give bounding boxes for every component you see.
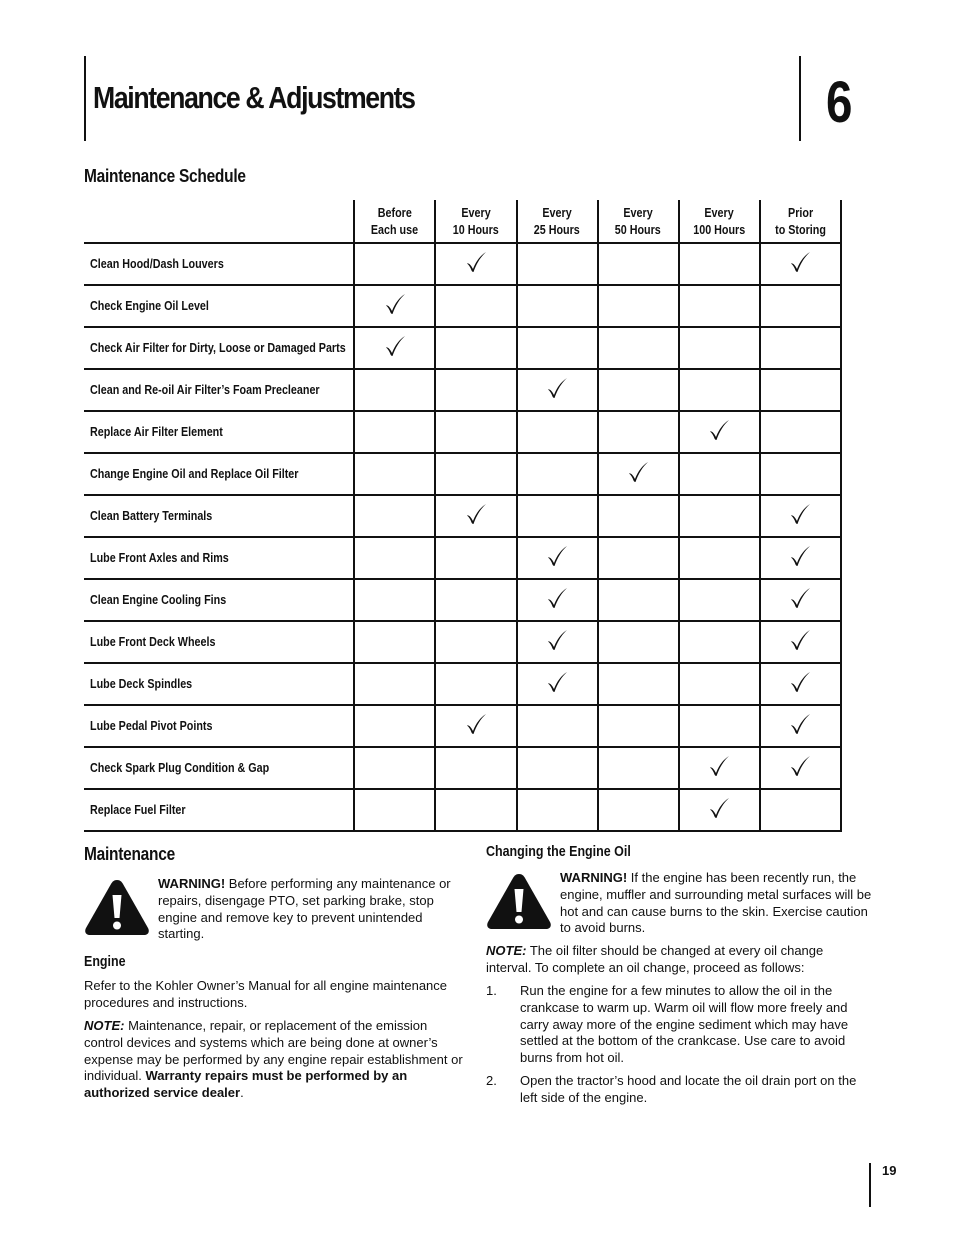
task-cell <box>84 789 354 831</box>
list-item <box>486 983 872 1067</box>
schedule-cell <box>598 537 679 579</box>
warning-triangle-icon <box>485 872 553 930</box>
schedule-cell <box>354 327 435 369</box>
table-row <box>84 411 841 453</box>
schedule-cell <box>435 621 516 663</box>
schedule-cell <box>679 621 760 663</box>
table-row <box>84 369 841 411</box>
schedule-cell <box>517 747 598 789</box>
engine-note <box>84 1018 464 1102</box>
schedule-cell <box>760 453 841 495</box>
checkmark-icon <box>464 502 488 526</box>
checkmark-icon <box>788 250 812 274</box>
page-number: 19 <box>882 1163 897 1178</box>
oil-change-steps <box>486 983 872 1113</box>
engine-text: Refer to the Kohler Owner’s Manual for all engine maintenance procedures and instructions. <box>84 978 448 1010</box>
task-cell <box>84 285 354 327</box>
schedule-cell <box>354 663 435 705</box>
schedule-cell <box>517 495 598 537</box>
task-cell <box>84 621 354 663</box>
table-body <box>84 243 841 831</box>
note-body: The oil filter should be changed at every oil change interval. To complete an oil change, proceed as follows: <box>486 943 824 975</box>
step-number: 1. <box>486 983 497 998</box>
schedule-cell <box>517 537 598 579</box>
table-row <box>84 243 841 285</box>
schedule-cell <box>760 243 841 285</box>
table-row <box>84 789 841 831</box>
schedule-cell <box>679 663 760 705</box>
schedule-cell <box>517 285 598 327</box>
schedule-cell <box>517 453 598 495</box>
header-line-1: Every <box>542 206 572 220</box>
maintenance-schedule-table <box>84 200 842 832</box>
schedule-cell <box>517 411 598 453</box>
note-bold: Warranty repairs must be performed by an authorized service dealer <box>84 1068 408 1101</box>
task-label: Clean Hood/Dash Louvers <box>90 257 224 271</box>
schedule-cell <box>354 453 435 495</box>
note-end: . <box>240 1085 244 1101</box>
table-header-cell <box>679 200 760 243</box>
schedule-cell <box>679 789 760 831</box>
schedule-cell <box>679 243 760 285</box>
schedule-cell <box>679 537 760 579</box>
task-label: Lube Pedal Pivot Points <box>90 719 213 733</box>
table-row <box>84 747 841 789</box>
schedule-cell <box>679 495 760 537</box>
list-item <box>486 1073 872 1107</box>
schedule-cell <box>354 537 435 579</box>
schedule-cell <box>760 579 841 621</box>
checkmark-icon <box>707 418 731 442</box>
schedule-cell <box>354 705 435 747</box>
header-line-2: 50 Hours <box>615 223 662 237</box>
checkmark-icon <box>383 292 407 316</box>
schedule-cell <box>598 663 679 705</box>
note-label: NOTE: <box>84 1018 125 1033</box>
header-line-1: Every <box>623 206 653 220</box>
checkmark-icon <box>545 376 569 400</box>
header-line-2: 100 Hours <box>693 223 746 237</box>
schedule-cell <box>760 537 841 579</box>
schedule-cell <box>435 369 516 411</box>
table-header-cell <box>354 200 435 243</box>
table-row <box>84 621 841 663</box>
task-label: Check Engine Oil Level <box>90 299 209 313</box>
task-label: Check Air Filter for Dirty, Loose or Damaged Parts <box>90 341 346 355</box>
schedule-cell <box>760 411 841 453</box>
page-title: Maintenance & Adjustments <box>93 80 415 115</box>
oil-warning-text <box>560 870 872 937</box>
task-label: Lube Deck Spindles <box>90 677 193 691</box>
schedule-cell <box>760 327 841 369</box>
schedule-cell <box>679 411 760 453</box>
task-label: Check Spark Plug Condition & Gap <box>90 761 270 775</box>
schedule-cell <box>679 327 760 369</box>
schedule-cell <box>517 663 598 705</box>
schedule-cell <box>679 369 760 411</box>
checkmark-icon <box>464 712 488 736</box>
schedule-cell <box>435 411 516 453</box>
step-text: Run the engine for a few minutes to allow the oil in the crankcase to warm up. Warm oil will flow more freely and carry away more of the engine sediment which may have settled at the bottom of the crankcase. Use care to avoid burns from hot oil. <box>520 983 849 1066</box>
schedule-cell <box>760 285 841 327</box>
schedule-cell <box>354 411 435 453</box>
schedule-cell <box>517 579 598 621</box>
checkmark-icon <box>788 628 812 652</box>
task-cell <box>84 243 354 285</box>
schedule-cell <box>598 495 679 537</box>
schedule-cell <box>760 369 841 411</box>
table-row <box>84 327 841 369</box>
table-row <box>84 453 841 495</box>
table-row <box>84 579 841 621</box>
checkmark-icon <box>788 544 812 568</box>
table-header-cell <box>760 200 841 243</box>
schedule-cell <box>598 411 679 453</box>
oil-change-title: Changing the Engine Oil <box>486 844 631 860</box>
task-label: Replace Air Filter Element <box>90 425 223 439</box>
checkmark-icon <box>383 334 407 358</box>
schedule-cell <box>760 495 841 537</box>
footer-rule <box>869 1163 871 1207</box>
header-line-1: Before <box>377 206 412 220</box>
schedule-cell <box>435 579 516 621</box>
checkmark-icon <box>545 670 569 694</box>
task-label: Clean Engine Cooling Fins <box>90 593 227 607</box>
task-cell <box>84 537 354 579</box>
schedule-cell <box>598 453 679 495</box>
oil-note <box>486 943 872 977</box>
schedule-cell <box>517 327 598 369</box>
schedule-cell <box>517 789 598 831</box>
schedule-cell <box>679 579 760 621</box>
table-row <box>84 705 841 747</box>
checkmark-icon <box>788 754 812 778</box>
header-line-1: Prior <box>787 206 813 220</box>
task-cell <box>84 747 354 789</box>
task-cell <box>84 453 354 495</box>
checkmark-icon <box>626 460 650 484</box>
schedule-cell <box>679 453 760 495</box>
schedule-cell <box>598 579 679 621</box>
checkmark-icon <box>788 502 812 526</box>
schedule-cell <box>598 747 679 789</box>
schedule-cell <box>517 369 598 411</box>
note-label: NOTE: <box>486 943 527 958</box>
checkmark-icon <box>788 586 812 610</box>
schedule-cell <box>760 747 841 789</box>
schedule-title: Maintenance Schedule <box>84 166 246 186</box>
checkmark-icon <box>545 544 569 568</box>
checkmark-icon <box>707 754 731 778</box>
schedule-cell <box>760 663 841 705</box>
header-rule-right <box>799 56 801 141</box>
schedule-cell <box>435 747 516 789</box>
schedule-cell <box>598 621 679 663</box>
schedule-cell <box>435 705 516 747</box>
schedule-cell <box>354 495 435 537</box>
table-row <box>84 495 841 537</box>
engine-subtitle: Engine <box>84 954 126 970</box>
schedule-cell <box>354 747 435 789</box>
schedule-cell <box>598 285 679 327</box>
table-header-cell <box>435 200 516 243</box>
task-cell <box>84 411 354 453</box>
warning-label: WARNING! <box>560 870 628 885</box>
schedule-cell <box>760 621 841 663</box>
warning-body: If the engine has been recently run, the engine, muffler and surrounding metal surfaces will be hot and can cause burns to the skin. Exercise caution to avoid burns. <box>560 870 872 936</box>
schedule-cell <box>598 243 679 285</box>
table-row <box>84 663 841 705</box>
chapter-number: 6 <box>826 70 853 135</box>
checkmark-icon <box>464 250 488 274</box>
step-text: Open the tractor’s hood and locate the oil drain port on the left side of the engine. <box>520 1072 857 1105</box>
schedule-cell <box>354 243 435 285</box>
task-label: Replace Fuel Filter <box>90 803 186 817</box>
schedule-cell <box>679 705 760 747</box>
schedule-cell <box>354 789 435 831</box>
note-body: Maintenance, repair, or replacement of the emission control devices and systems which are being done at owner’s expense may be performed by any engine repair establishment or individual. <box>84 1018 463 1084</box>
task-cell <box>84 327 354 369</box>
schedule-cell <box>517 243 598 285</box>
schedule-cell <box>679 285 760 327</box>
table-header-cell <box>517 200 598 243</box>
schedule-cell <box>435 453 516 495</box>
schedule-cell <box>598 705 679 747</box>
task-label: Clean Battery Terminals <box>90 509 213 523</box>
table-header-row <box>84 200 841 243</box>
header-line-2: 10 Hours <box>452 223 499 237</box>
schedule-cell <box>435 495 516 537</box>
step-number: 2. <box>486 1072 497 1088</box>
header-line-1: Every <box>704 206 734 220</box>
schedule-cell <box>435 663 516 705</box>
checkmark-icon <box>545 586 569 610</box>
table-header-blank <box>84 200 354 243</box>
table-row <box>84 285 841 327</box>
task-cell <box>84 369 354 411</box>
schedule-cell <box>760 789 841 831</box>
header-rule-left <box>84 56 86 141</box>
schedule-cell <box>598 327 679 369</box>
schedule-cell <box>598 369 679 411</box>
warning-triangle-icon <box>83 878 151 936</box>
header-line-2: Each use <box>371 223 419 237</box>
schedule-cell <box>354 285 435 327</box>
schedule-cell <box>435 285 516 327</box>
warning-label: WARNING! <box>158 876 226 891</box>
task-cell <box>84 705 354 747</box>
header-line-1: Every <box>461 206 491 220</box>
schedule-cell <box>435 537 516 579</box>
schedule-cell <box>679 747 760 789</box>
schedule-cell <box>435 243 516 285</box>
schedule-cell <box>517 705 598 747</box>
task-cell <box>84 663 354 705</box>
task-cell <box>84 579 354 621</box>
task-label: Clean and Re-oil Air Filter’s Foam Precleaner <box>90 383 320 397</box>
checkmark-icon <box>788 712 812 736</box>
warning-body: Before performing any maintenance or repairs, disengage PTO, set parking brake, stop engine and remove key to prevent unintended starting. <box>158 876 451 942</box>
table-row <box>84 537 841 579</box>
schedule-cell <box>760 705 841 747</box>
checkmark-icon <box>545 628 569 652</box>
checkmark-icon <box>788 670 812 694</box>
schedule-cell <box>435 789 516 831</box>
schedule-cell <box>354 369 435 411</box>
schedule-cell <box>598 789 679 831</box>
schedule-cell <box>435 327 516 369</box>
schedule-cell <box>354 579 435 621</box>
checkmark-icon <box>707 796 731 820</box>
task-label: Lube Front Axles and Rims <box>90 551 229 565</box>
schedule-cell <box>517 621 598 663</box>
task-label: Lube Front Deck Wheels <box>90 635 216 649</box>
header-line-2: to Storing <box>775 223 826 237</box>
task-label: Change Engine Oil and Replace Oil Filter <box>90 467 299 481</box>
table-header-cell <box>598 200 679 243</box>
maintenance-title: Maintenance <box>84 844 175 864</box>
task-cell <box>84 495 354 537</box>
schedule-cell <box>354 621 435 663</box>
maintenance-warning-text <box>158 876 470 943</box>
header-line-2: 25 Hours <box>534 223 581 237</box>
